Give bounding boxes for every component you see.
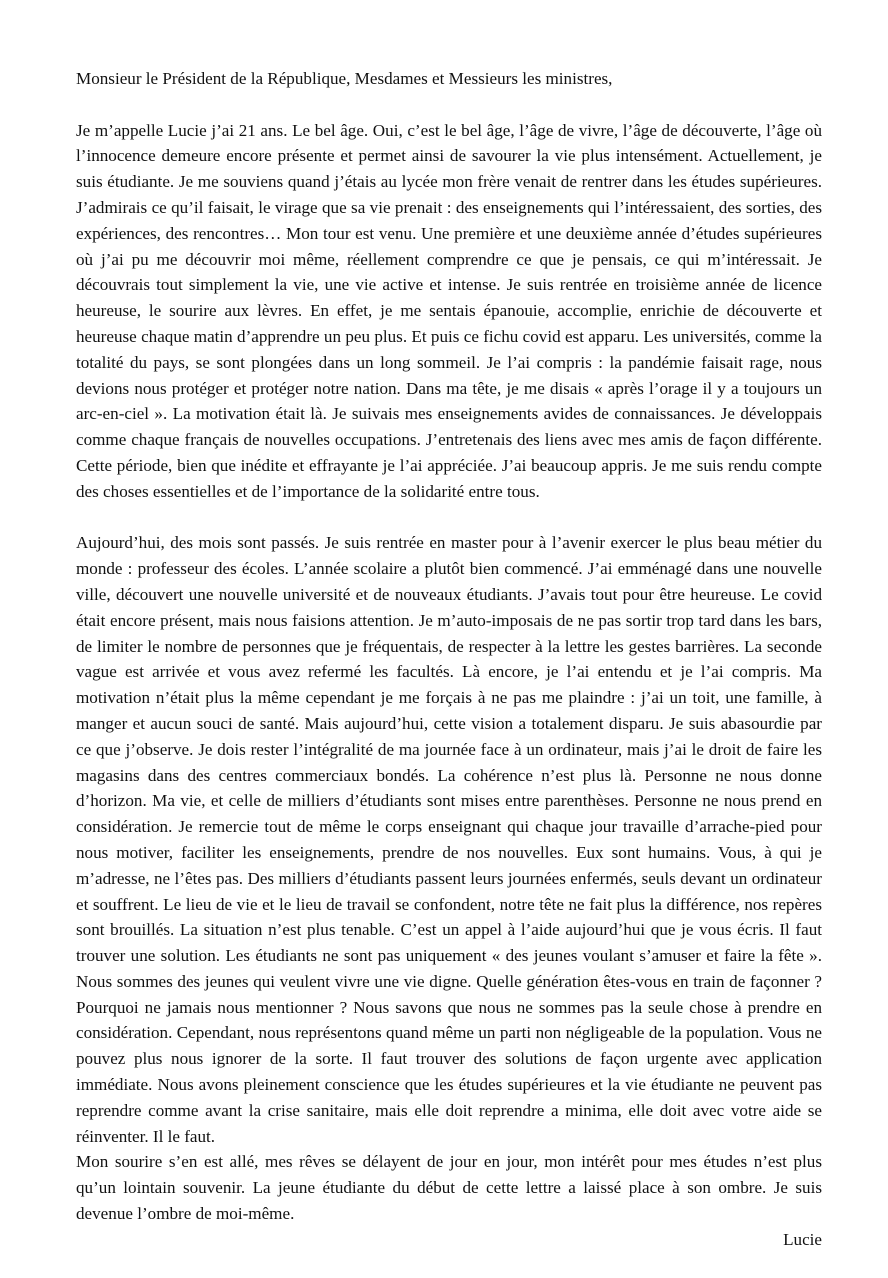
letter-salutation: Monsieur le Président de la République, Mesdames et Messieurs les ministres, <box>76 69 613 88</box>
letter-signature: Lucie <box>783 1229 822 1249</box>
letter-page <box>76 66 822 1253</box>
letter-paragraph-2: Aujourd’hui, des mois sont passés. Je suis rentrée en master pour à l’avenir exercer le plus beau métier du monde : professeur des écoles. L’année scolaire a plutôt bien commencé. J’ai emménagé dans une nouvelle ville, découvert une nouvelle université et de nouveaux étudiants. J’avais tout pour être heureuse. Le covid était encore présent, mais nous faisions attention. Je m’auto-imposais de ne pas sortir trop tard dans les bars, de limiter le nombre de personnes que je fréquentais, de respecter à la lettre les gestes barrières. La seconde vague est arrivée et vous avez refermé les facultés. Là encore, je l’ai entendu et je l’ai compris. Ma motivation n’était plus la même cependant je me forçais à ne pas me plaindre : j’ai un toit, une famille, à manger et aucun souci de santé. Mais aujourd’hui, cette vision a totalement disparu. Je suis abasourdie par ce que j’observe. Je dois rester l’intégralité de ma journée face à un ordinateur, mais j’ai le droit de faire les magasins dans des centres commerciaux bondés. La cohérence n’est plus là. Personne ne nous donne d’horizon. Ma vie, et celle de milliers d’étudiants sont mises entre parenthèses. Personne ne nous prend en considération. Je remercie tout de même le corps enseignant qui chaque jour travaille d’arrache-pied pour nous motiver, faciliter les enseignements, prendre de nos nouvelles. Eux sont humains. Vous, à qui je m’adresse, ne l’êtes pas. Des milliers d’étudiants passent leurs journées enfermés, seuls devant un ordinateur et souffrent. Le lieu de vie et le lieu de travail se confondent, notre tête ne fait plus la différence, nos repères sont brouillés. La situation n’est plus tenable. C’est un appel à l’aide aujourd’hui que je vous écris. Il faut trouver une solution. Les étudiants ne sont pas uniquement « des jeunes voulant s’amuser et faire la fête ». Nous sommes des jeunes qui veulent vivre une vie digne. Quelle génération êtes-vous en train de façonner ? Pourquoi ne jamais nous mentionner ? Nous savons que nous ne sommes pas la seule chose à prendre en considération. Cependant, nous représentons quand même un parti non négligeable de la population. Vous ne pouvez plus nous ignorer de la sorte. Il faut trouver des solutions de façon urgente avec application immédiate. Nous avons pleinement conscience que les études supérieures et la vie étudiante ne peuvent pas reprendre comme avant la crise sanitaire, mais elle doit reprendre a minima, elle doit avec votre aide se réinventer. Il le faut. <box>76 533 822 1146</box>
letter-paragraph-1: Je m’appelle Lucie j’ai 21 ans. Le bel âge. Oui, c’est le bel âge, l’âge de vivre, l’âge de découverte, l’âge où l’innocence demeure encore présente et permet ainsi de savourer la vie plus intensément. Actuellement, je suis étudiante. Je me souviens quand j’étais au lycée mon frère venait de rentrer dans les études supérieures. J’admirais ce qu’il faisait, le virage que sa vie prenait : des enseignements qui l’intéressaient, des sorties, des expériences, des rencontres… Mon tour est venu. Une première et une deuxième année d’études supérieures où j’ai pu me découvrir moi même, réellement comprendre ce que je pensais, ce qui m’intéressait. Je découvrais tout simplement la vie, une vie active et intense. Je suis rentrée en troisième année de licence heureuse, le sourire aux lèvres. En effet, je me sentais épanouie, accomplie, enrichie de découverte et heureuse chaque matin d’apprendre un peu plus. Et puis ce fichu covid est apparu. Les universités, comme la totalité du pays, se sont plongées dans un long sommeil. Je l’ai compris : la pandémie faisait rage, nous devions nous protéger et protéger notre nation. Dans ma tête, je me disais « après l’orage il y a toujours un arc-en-ciel ». La motivation était là. Je suivais mes enseignements avides de connaissances. Je développais comme chaque français de nouvelles occupations. J’entretenais des liens avec mes amis de façon différente. Cette période, bien que inédite et effrayante je l’ai appréciée. J’ai beaucoup appris. Je me suis rendu compte des choses essentielles et de l’importance de la solidarité entre tous. <box>76 120 822 501</box>
letter-paragraph-3: Mon sourire s’en est allé, mes rêves se délayent de jour en jour, mon intérêt pour mes études n’est plus qu’un lointain souvenir. La jeune étudiante du début de cette lettre a laissé place à son ombre. Je suis devenue l’ombre de moi-même. <box>76 1152 822 1224</box>
